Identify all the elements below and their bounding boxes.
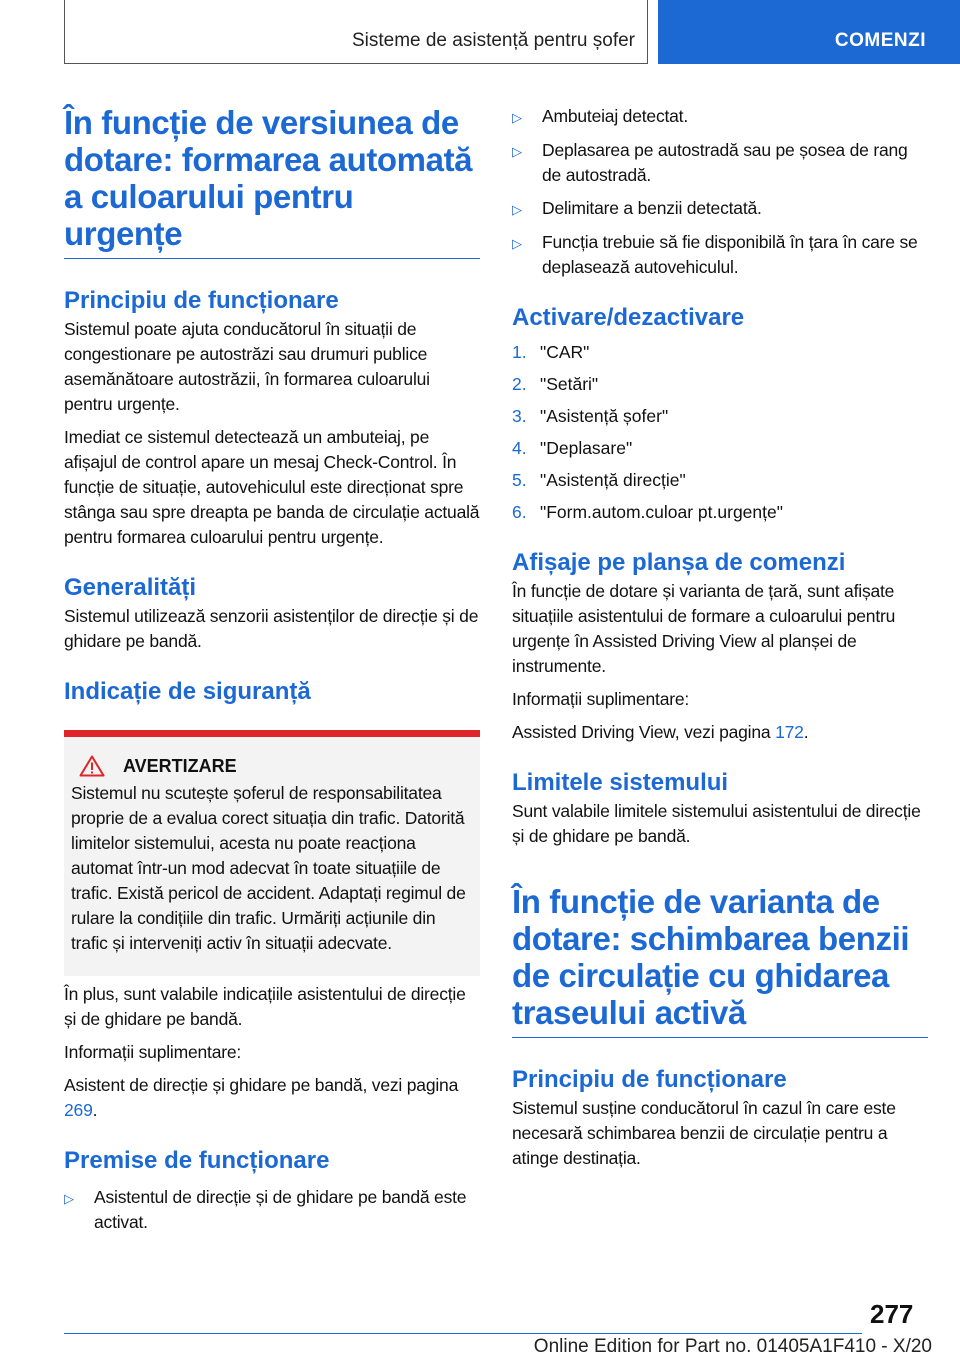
warning-title: AVERTIZARE xyxy=(123,755,237,776)
step-item xyxy=(512,372,928,397)
section-title: În funcție de versiunea de dotare: formarea automată a culoarului pentru urgențe xyxy=(64,104,480,259)
reference-suffix: . xyxy=(92,1100,98,1120)
list-item xyxy=(512,230,928,280)
paragraph: În plus, sunt valabile indicațiile asistentului de direcție și de ghidare pe bandă. xyxy=(64,984,466,1029)
list-item xyxy=(512,138,928,188)
triangle-bullet-icon: ▷ xyxy=(512,144,522,159)
warning-text: Sistemul nu scutește șoferul de responsabilitatea proprie de a evalua corect situația din trafic. Datorită limitelor sistemului, acesta nu poate reacționa automat într-un mod adecvat în toate situațiile de trafic. Există pericol de accident. Adaptați regimul de rulare la condițiile din trafic. Urmăriți acțiunile din trafic și interveniți activ în situații adecvate. xyxy=(71,783,466,953)
list-item-text: Funcția trebuie să fie disponibilă în țara în care se deplasează autovehiculul. xyxy=(542,232,918,277)
paragraph: Sunt valabile limitele sistemului asistentului de direcție și de ghidare pe bandă. xyxy=(512,801,921,846)
paragraph: Sistemul utilizează senzorii asistenților de direcție și de ghidare pe bandă. xyxy=(64,606,479,651)
reference-suffix: . xyxy=(803,722,809,742)
page-link-269[interactable]: 269 xyxy=(64,1100,93,1120)
left-column xyxy=(64,104,480,1243)
header-chapter-tab xyxy=(658,0,960,64)
header-section-tab xyxy=(64,0,648,64)
heading-activation: Activare/dezactivare xyxy=(512,304,745,331)
triangle-bullet-icon: ▷ xyxy=(512,236,522,251)
paragraph: În funcție de dotare și varianta de țară, sunt afișate situațiile asistentului de formare a culoarului pentru urgențe în Assisted Driving View al planșei de instrumente. xyxy=(512,581,896,676)
reference-text: Assisted Driving View, vezi pagina xyxy=(512,722,776,742)
step-number: 6. xyxy=(512,502,527,522)
step-text: "Deplasare" xyxy=(540,438,633,458)
list-item xyxy=(512,104,928,130)
warning-box xyxy=(64,730,480,976)
paragraph: Imediat ce sistemul detectează un ambuteiaj, pe afișajul de control apare un mesaj Check-Control. În funcție de situație, autovehiculul este direcționat spre stânga sau spre dreapta pe banda de circulație actuală pentru formarea culoarului pentru urgențe. xyxy=(64,427,480,547)
step-text: "Form.autom.culoar pt.urgențe" xyxy=(540,502,783,522)
reference-text: Asistent de direcție și ghidare pe bandă, vezi pagina xyxy=(64,1075,459,1095)
list-item-text: Ambuteiaj detectat. xyxy=(542,106,689,126)
triangle-bullet-icon: ▷ xyxy=(512,110,522,125)
triangle-bullet-icon: ▷ xyxy=(64,1191,74,1206)
footer-edition: Online Edition for Part no. 01405A1F410 - X/20 xyxy=(533,1336,932,1357)
step-text: "CAR" xyxy=(540,342,590,362)
paragraph: Sistemul poate ajuta conducătorul în situații de congestionare pe autostrăzi sau drumuri publice asemănătoare autostrăzii, în formarea culoarului pentru urgențe. xyxy=(64,319,430,414)
steps-list xyxy=(512,340,928,525)
warning-triangle-icon xyxy=(79,755,105,777)
warning-header xyxy=(79,755,473,777)
right-column xyxy=(512,104,928,1179)
heading-principle-lane-change: Principiu de funcționare xyxy=(512,1066,787,1093)
step-text: "Asistență direcție" xyxy=(540,470,686,490)
page-number: 277 xyxy=(870,1299,914,1329)
list-item-text: Delimitare a benzii detectată. xyxy=(542,198,762,218)
list-item xyxy=(64,1185,480,1235)
heading-displays: Afișaje pe planșa de comenzi xyxy=(512,549,846,576)
step-number: 5. xyxy=(512,470,527,490)
step-text: "Setări" xyxy=(540,374,599,394)
heading-general: Generalități xyxy=(64,574,197,601)
step-number: 1. xyxy=(512,342,527,362)
step-item xyxy=(512,340,928,365)
step-item xyxy=(512,468,928,493)
step-item xyxy=(512,436,928,461)
section-title-lane-change: În funcție de varianta de dotare: schimbarea benzii de circulație cu ghidarea traseului activă xyxy=(512,883,928,1038)
step-text: "Asistență șofer" xyxy=(540,406,669,426)
list-item-text: Asistentul de direcție și de ghidare pe bandă este activat. xyxy=(94,1187,467,1232)
step-number: 2. xyxy=(512,374,527,394)
heading-principle: Principiu de funcționare xyxy=(64,287,339,314)
heading-prerequisites: Premise de funcționare xyxy=(64,1147,330,1174)
list-item-text: Deplasarea pe autostradă sau pe șosea de rang de autostradă. xyxy=(542,140,908,185)
paragraph: Sistemul susține conducătorul în cazul în care este necesară schimbarea benzii de circulație pentru a atinge destinația. xyxy=(512,1098,896,1168)
header-chapter-label: COMENZI xyxy=(834,30,926,51)
paragraph xyxy=(512,720,928,745)
paragraph xyxy=(64,1073,480,1123)
step-item xyxy=(512,404,928,429)
step-number: 3. xyxy=(512,406,527,426)
list-item xyxy=(512,196,928,222)
heading-safety: Indicație de siguranță xyxy=(64,678,311,705)
header-section-title: Sisteme de asistență pentru șofer xyxy=(351,30,635,51)
paragraph: Informații suplimentare: xyxy=(512,689,690,709)
step-number: 4. xyxy=(512,438,527,458)
step-item xyxy=(512,500,928,525)
page-link-172[interactable]: 172 xyxy=(775,722,804,742)
triangle-bullet-icon: ▷ xyxy=(512,202,522,217)
paragraph: Informații suplimentare: xyxy=(64,1042,242,1062)
heading-limits: Limitele sistemului xyxy=(512,769,729,796)
footer-divider xyxy=(64,1333,862,1334)
